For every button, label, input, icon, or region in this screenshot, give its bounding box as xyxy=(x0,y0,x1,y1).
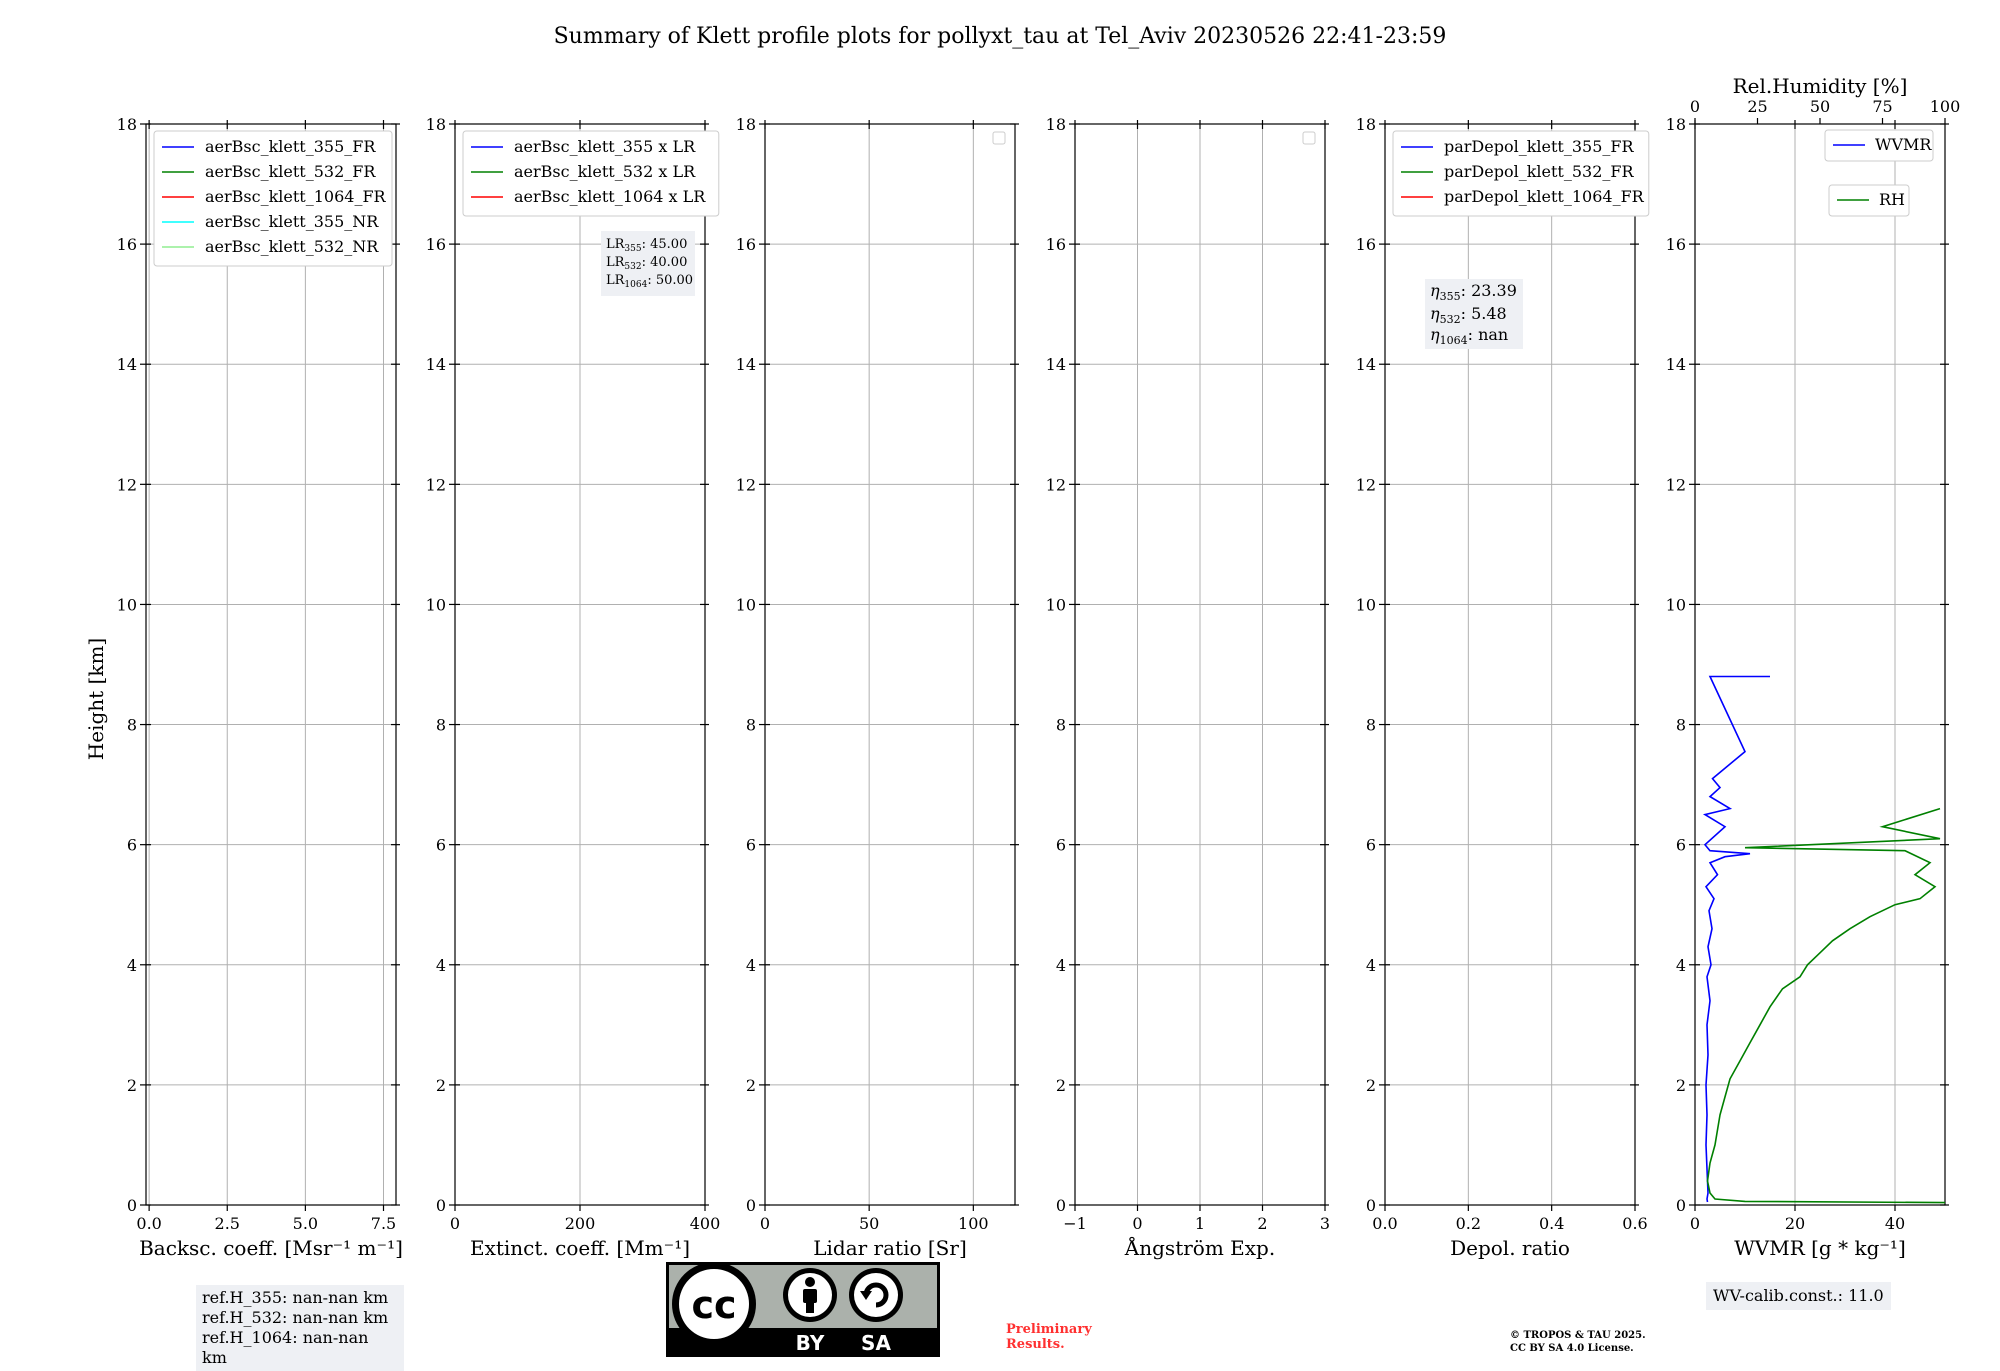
copyright-note: © TROPOS & TAU 2025. CC BY SA 4.0 License. xyxy=(1510,1330,1646,1354)
legend-entry: aerBsc_klett_355 x LR xyxy=(514,137,696,156)
x-tick-label: 400 xyxy=(689,1214,721,1233)
y-tick-label: 0 xyxy=(745,1196,756,1215)
x-tick-label: 50 xyxy=(858,1214,880,1233)
y-tick-label: 14 xyxy=(1045,355,1066,375)
y-tick-label: 16 xyxy=(116,235,137,255)
y-tick-label: 0 xyxy=(126,1196,137,1215)
y-tick-label: 4 xyxy=(745,955,756,975)
top-x-tick-label: 75 xyxy=(1872,97,1893,116)
y-tick-label: 4 xyxy=(435,955,446,975)
y-tick-label: 8 xyxy=(126,715,137,735)
x-tick-label: 5.0 xyxy=(292,1214,319,1233)
legend-entry: WVMR xyxy=(1875,135,1932,154)
ref-height-1064: ref.H_1064: nan-nan km xyxy=(202,1328,369,1367)
y-tick-label: 14 xyxy=(116,355,137,375)
legend-entry: parDepol_klett_355_FR xyxy=(1444,137,1634,156)
svg-text:η532: 5.48: $\eta_{532}$: 5.48 xyxy=(1430,304,1507,326)
y-tick-label: 16 xyxy=(1045,235,1066,255)
x-tick-label: 200 xyxy=(564,1214,596,1233)
top-x-tick-label: 100 xyxy=(1929,97,1961,116)
svg-text:η355: 23.39: $\eta_{355}$: 23.39 xyxy=(1430,281,1517,303)
y-tick-label: 18 xyxy=(1665,115,1686,134)
y-tick-label: 18 xyxy=(1355,115,1376,134)
x-tick-label: 2.5 xyxy=(214,1214,240,1233)
x-tick-label: 0 xyxy=(1132,1214,1143,1233)
reference-height-box xyxy=(196,1285,404,1371)
x-tick-label: 0 xyxy=(1689,1214,1701,1233)
x-axis-label: Extinct. coeff. [Mm⁻¹] xyxy=(469,1236,691,1260)
y-tick-label: 6 xyxy=(1055,835,1066,855)
y-tick-label: 4 xyxy=(1055,955,1066,975)
axes-frame xyxy=(1695,124,1945,1205)
legend-entry: RH xyxy=(1879,190,1905,209)
eta-annotation xyxy=(1425,279,1523,349)
y-tick-label: 16 xyxy=(1355,235,1376,255)
y-tick-label: 10 xyxy=(116,595,137,615)
legend-entry: parDepol_klett_1064_FR xyxy=(1444,187,1644,206)
y-tick-label: 18 xyxy=(1045,115,1066,134)
lidar-ratio-annotation xyxy=(601,231,695,296)
svg-text:LR1064: 50.00: $LR_{1064}$: 50.00 xyxy=(606,273,694,290)
y-tick-label: 8 xyxy=(1675,715,1686,735)
y-tick-label: 4 xyxy=(126,955,137,975)
x-tick-label: 2 xyxy=(1257,1214,1268,1233)
legend-entry: aerBsc_klett_1064_FR xyxy=(205,187,386,206)
top-x-tick-label: 0 xyxy=(1689,97,1701,116)
top-x-tick-label: 25 xyxy=(1747,97,1768,116)
x-tick-label: 0.2 xyxy=(1455,1214,1482,1233)
legend-entry: aerBsc_klett_355_FR xyxy=(205,137,376,156)
y-tick-label: 2 xyxy=(1365,1075,1376,1095)
x-tick-label: 40 xyxy=(1884,1214,1906,1233)
legend-entry: parDepol_klett_532_FR xyxy=(1444,162,1634,181)
x-tick-label: 0.0 xyxy=(1372,1214,1398,1233)
y-tick-label: 14 xyxy=(735,355,756,375)
cc-license-badge xyxy=(666,1262,940,1357)
y-tick-label: 0 xyxy=(1055,1196,1066,1215)
legend-entry: aerBsc_klett_532 x LR xyxy=(514,162,696,181)
y-tick-label: 6 xyxy=(126,835,137,855)
x-axis-label: Backsc. coeff. [Msr⁻¹ m⁻¹] xyxy=(139,1236,403,1260)
x-tick-label: 1 xyxy=(1194,1214,1206,1233)
y-tick-label: 0 xyxy=(1365,1196,1376,1215)
y-tick-label: 4 xyxy=(1675,955,1686,975)
svg-text:SA: SA xyxy=(861,1331,891,1355)
y-tick-label: 12 xyxy=(1665,475,1686,495)
panel-4 xyxy=(1046,115,1330,1260)
x-axis-label: Lidar ratio [Sr] xyxy=(813,1236,967,1260)
y-tick-label: 16 xyxy=(425,235,446,255)
axes-frame xyxy=(146,124,396,1205)
y-tick-label: 8 xyxy=(1365,715,1376,735)
legend-entry: aerBsc_klett_532_NR xyxy=(205,237,379,256)
empty-legend-box xyxy=(993,132,1005,144)
axes-frame xyxy=(765,124,1015,1205)
x-tick-label: 0 xyxy=(449,1214,461,1233)
series-line-RH xyxy=(1708,809,1946,1203)
svg-text:BY: BY xyxy=(795,1331,825,1355)
x-tick-label: 0.6 xyxy=(1622,1214,1648,1233)
y-tick-label: 6 xyxy=(435,835,446,855)
y-tick-label: 12 xyxy=(116,475,137,495)
x-tick-label: −1 xyxy=(1063,1214,1087,1233)
y-tick-label: 18 xyxy=(425,115,446,134)
svg-text:cc: cc xyxy=(691,1283,737,1327)
x-tick-label: 20 xyxy=(1784,1214,1806,1233)
legend-entry: aerBsc_klett_532_FR xyxy=(205,162,376,181)
y-tick-label: 2 xyxy=(1675,1075,1686,1095)
top-x-tick-label: 50 xyxy=(1809,97,1831,116)
y-tick-label: 4 xyxy=(1365,955,1376,975)
x-tick-label: 0.0 xyxy=(136,1214,162,1233)
svg-text:η1064: nan: $\eta_{1064}$: nan xyxy=(1430,325,1509,347)
series-line-WVMR xyxy=(1705,677,1770,1203)
top-x-axis-label: Rel.Humidity [%] xyxy=(1732,74,1908,98)
empty-legend-box xyxy=(1303,132,1315,144)
wv-calibration-box: WV-calib.const.: 11.0 xyxy=(1706,1282,1891,1310)
y-tick-label: 14 xyxy=(1355,355,1376,375)
y-tick-label: 14 xyxy=(425,355,446,375)
y-tick-label: 6 xyxy=(1675,835,1686,855)
y-tick-label: 18 xyxy=(116,115,137,134)
panel-6 xyxy=(1666,74,1961,1260)
x-tick-label: 3 xyxy=(1319,1214,1331,1233)
x-tick-label: 0.4 xyxy=(1538,1214,1565,1233)
y-tick-label: 18 xyxy=(735,115,756,134)
legend-entry: aerBsc_klett_355_NR xyxy=(205,212,379,231)
y-tick-label: 8 xyxy=(1055,715,1066,735)
y-tick-label: 10 xyxy=(1665,595,1686,615)
y-tick-label: 14 xyxy=(1665,355,1686,375)
y-axis-label: Height [km] xyxy=(84,637,108,761)
panel-3 xyxy=(736,115,1019,1260)
y-tick-label: 2 xyxy=(126,1075,137,1095)
ref-height-355: ref.H_355: nan-nan km xyxy=(202,1288,389,1307)
y-tick-label: 2 xyxy=(745,1075,756,1095)
x-tick-label: 0 xyxy=(759,1214,771,1233)
y-tick-label: 8 xyxy=(435,715,446,735)
svg-text:LR355: 45.00: $LR_{355}$: 45.00 xyxy=(606,237,688,254)
x-axis-label: Ångström Exp. xyxy=(1124,1236,1276,1260)
y-tick-label: 16 xyxy=(1665,235,1686,255)
y-tick-label: 2 xyxy=(1055,1075,1066,1095)
preliminary-results-note: Preliminary Results. xyxy=(1006,1322,1092,1352)
panel-1 xyxy=(117,115,403,1260)
y-tick-label: 10 xyxy=(425,595,446,615)
y-tick-label: 6 xyxy=(1365,835,1376,855)
y-tick-label: 10 xyxy=(1355,595,1376,615)
y-tick-label: 0 xyxy=(1675,1196,1686,1215)
y-tick-label: 12 xyxy=(1355,475,1376,495)
y-tick-label: 12 xyxy=(425,475,446,495)
legend-entry: aerBsc_klett_1064 x LR xyxy=(514,187,706,206)
x-tick-label: 100 xyxy=(958,1214,989,1233)
x-axis-label: Depol. ratio xyxy=(1450,1236,1570,1260)
svg-text:LR532: 40.00: $LR_{532}$: 40.00 xyxy=(606,255,688,272)
y-tick-label: 10 xyxy=(735,595,756,615)
y-tick-label: 12 xyxy=(1045,475,1066,495)
y-tick-label: 16 xyxy=(735,235,756,255)
y-tick-label: 12 xyxy=(735,475,756,495)
y-tick-label: 8 xyxy=(745,715,756,735)
x-axis-label: WVMR [g * kg⁻¹] xyxy=(1734,1236,1906,1260)
figure-title: Summary of Klett profile plots for pollyxt_tau at Tel_Aviv 20230526 22:41-23:59 xyxy=(553,24,1447,49)
x-tick-label: 7.5 xyxy=(370,1214,397,1233)
y-tick-label: 2 xyxy=(435,1075,446,1095)
ref-height-532: ref.H_532: nan-nan km xyxy=(202,1308,389,1327)
y-tick-label: 10 xyxy=(1045,595,1066,615)
y-tick-label: 0 xyxy=(435,1196,446,1215)
y-tick-label: 6 xyxy=(745,835,756,855)
